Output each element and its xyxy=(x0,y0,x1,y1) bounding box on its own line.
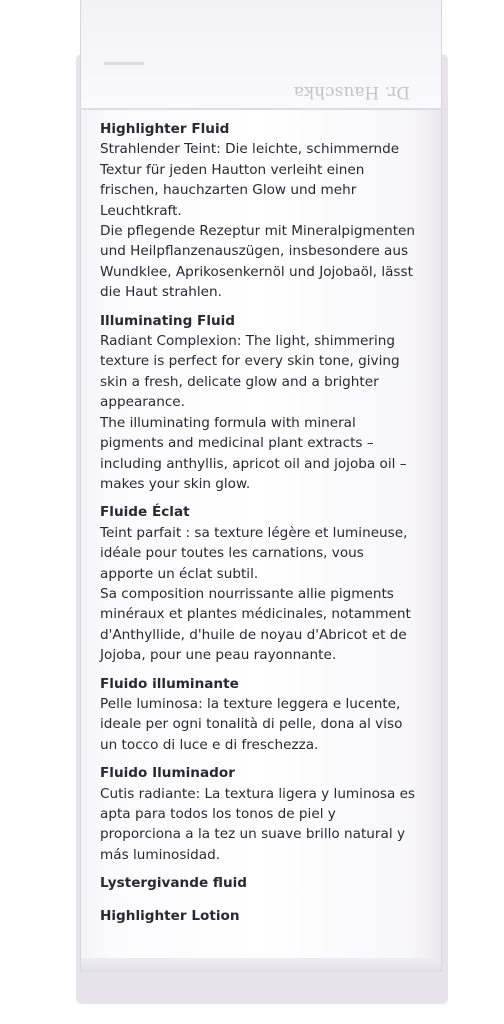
section-french xyxy=(100,502,420,665)
section-paragraph: Pelle luminosa: la texture leggera e lucente, ideale per ogni tonalità di pelle, dona al viso un tocco di luce e di freschezza. xyxy=(100,695,403,753)
section-english xyxy=(100,311,420,495)
section-paragraph: Die pflegende Rezeptur mit Mineralpigmenten und Heilpflanzenauszügen, insbesondere aus Wundklee, Aprikosenkernöl und Jojobaöl, lässt die Haut strahlen. xyxy=(100,223,415,301)
section-heading: Fluido illuminante xyxy=(100,675,239,692)
section-paragraph: Teint parfait : sa texture légère et lumineuse, idéale pour toutes les carnations, vous apporte un éclat subtil. xyxy=(100,524,408,582)
small-print-mark xyxy=(104,62,144,65)
section-paragraph: Strahlender Teint: Die leichte, schimmernde Textur für jeden Hautton verleiht einen frischen, hauchzarten Glow und mehr Leuchtkraft. xyxy=(100,141,400,219)
box-bottom-flap xyxy=(80,958,442,972)
section-italian xyxy=(100,674,420,756)
section-paragraph: The illuminating formula with mineral pigments and medicinal plant extracts – including anthyllis, apricot oil and jojoba oil – makes your skin glow. xyxy=(100,414,407,492)
section-heading: Fluide Éclat xyxy=(100,504,190,521)
section-heading: Illuminating Fluid xyxy=(100,312,236,329)
section-paragraph: Sa composition nourrissante allie pigments minéraux et plantes médicinales, notamment d'Anthyllide, d'huile de noyau d'Abricot et de Jojoba, pour une peau rayonnante. xyxy=(100,585,411,664)
section-heading: Fluido Iluminador xyxy=(100,765,235,782)
section-paragraph: Cutis radiante: La textura ligera y luminosa es apta para todos los tonos de piel y proporciona a la tez un suave brillo natural y más luminosidad. xyxy=(100,785,416,863)
brand-logo-text: Dr. Hauschka xyxy=(293,82,410,102)
product-description xyxy=(100,119,420,938)
section-spanish xyxy=(100,763,420,865)
section-german xyxy=(100,119,420,303)
section-paragraph: Radiant Complexion: The light, shimmering texture is perfect for every skin tone, giving skin a fresh, delicate glow and a brighter appearance. xyxy=(100,333,400,411)
flap-fold-line xyxy=(80,108,442,110)
section-heading: Highlighter Fluid xyxy=(100,121,230,137)
swedish-heading: Lystergivande fluid xyxy=(100,875,248,892)
english-lotion-heading: Highlighter Lotion xyxy=(100,907,240,924)
